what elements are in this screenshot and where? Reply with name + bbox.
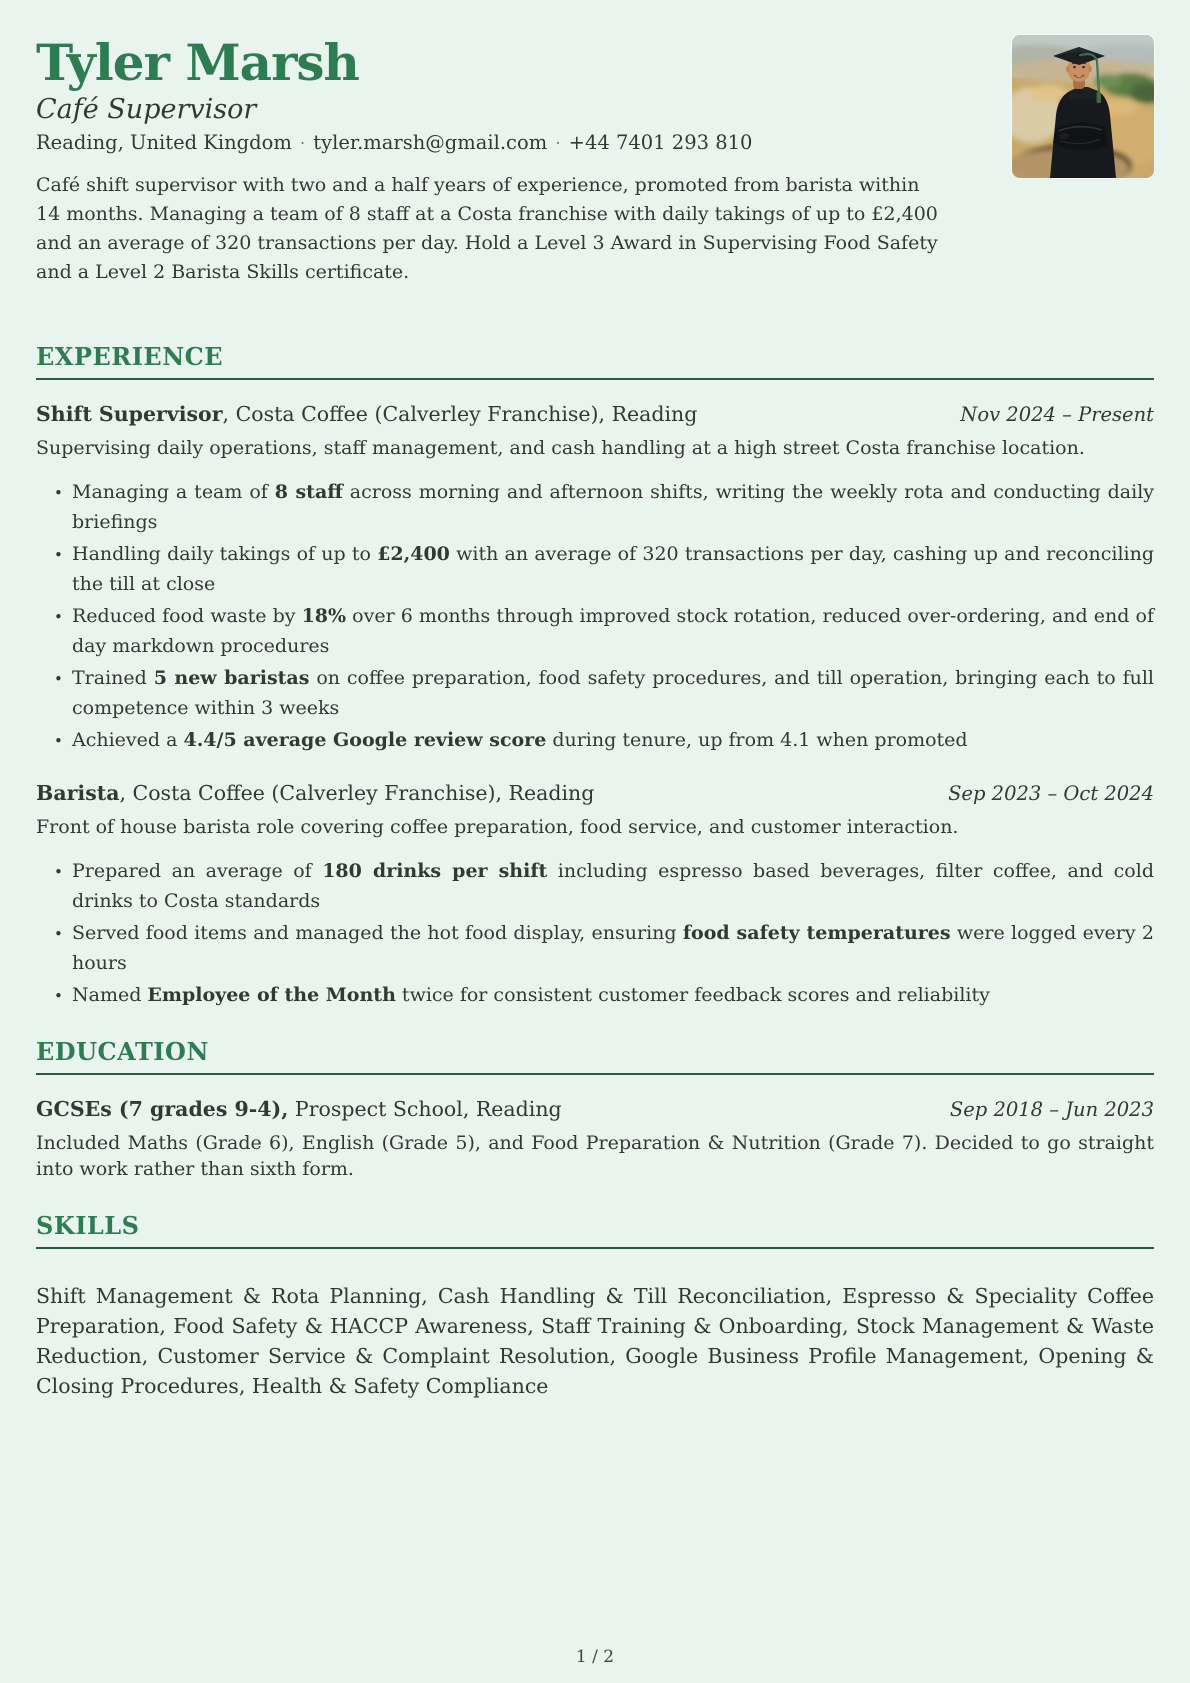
- job-bullets: [36, 856, 1154, 1010]
- profile-photo: [1012, 35, 1154, 178]
- bullet-text: [72, 984, 990, 1006]
- bold-text: food safety temperatures: [682, 922, 951, 945]
- bullet-text: [72, 729, 968, 751]
- plain-text: on coffee preparation, food safety procedures, and till operation, bringing each to full competence within 3 weeks: [72, 667, 1154, 720]
- bullet-text: [72, 481, 1154, 533]
- skills-section: [36, 1212, 1154, 1401]
- bullet-marker: •: [54, 732, 63, 751]
- job-head-row: [36, 781, 1154, 806]
- plain-text: twice for consistent customer feedback scores and reliability: [395, 984, 990, 1007]
- plain-text: Achieved a: [72, 729, 184, 752]
- education-entries: [36, 1097, 1154, 1182]
- job-role: Barista: [36, 781, 120, 806]
- experience-entries: [36, 402, 1154, 1010]
- education-institution: Prospect School, Reading: [288, 1097, 562, 1122]
- job-role: Shift Supervisor: [36, 402, 223, 427]
- education-title-line: [36, 1097, 562, 1122]
- plain-text: Reduced food waste by: [72, 605, 302, 628]
- bullet-marker: •: [54, 484, 63, 503]
- job-company: , Costa Coffee (Calverley Franchise), Reading: [119, 781, 595, 806]
- plain-text: Served food items and managed the hot food display, ensuring: [72, 922, 683, 945]
- plain-text: Prepared an average of: [72, 860, 323, 883]
- bold-text: Employee of the Month: [147, 984, 396, 1007]
- bullet-marker: •: [54, 670, 63, 689]
- bullet-text: [72, 543, 1154, 595]
- candidate-title: Café Supervisor: [36, 94, 257, 125]
- bullet-item: [36, 918, 1154, 978]
- experience-section: [36, 343, 1154, 1010]
- plain-text: Managing a team of: [72, 481, 275, 504]
- education-head-row: [36, 1097, 1154, 1122]
- plain-text: across morning and afternoon shifts, writing the weekly rota and conducting daily briefings: [72, 481, 1155, 534]
- job-entry: [36, 781, 1154, 1010]
- contact-line: [36, 131, 1154, 156]
- bold-text: 4.4/5 average Google review score: [183, 729, 547, 752]
- skills-heading: SKILLS: [36, 1212, 1154, 1249]
- page-footer: [0, 1647, 1190, 1667]
- job-dates: Sep 2023 – Oct 2024: [948, 782, 1154, 806]
- bold-text: 18%: [301, 605, 347, 628]
- bullet-marker: •: [54, 546, 63, 565]
- skills-paragraph: Shift Management & Rota Planning, Cash Handling & Till Reconciliation, Espresso & Speciality Coffee Preparation, Food Safety & HACCP Awareness, Staff Training & Onboarding, Stock Management & Waste Reduction, Customer Service & Complaint Resolution, Google Business Profile Management, Opening & Closing Procedures, Health & Safety Compliance: [36, 1284, 1154, 1399]
- contact-separator: ·: [555, 134, 561, 155]
- bullet-marker: •: [54, 608, 63, 627]
- plain-text: Handling daily takings of up to: [72, 543, 378, 566]
- plain-text: Trained: [72, 667, 154, 690]
- job-title-line: [36, 402, 697, 427]
- contact-phone: +44 7401 293 810: [568, 131, 753, 155]
- bold-text: 180 drinks per shift: [322, 860, 548, 883]
- bullet-marker: •: [54, 987, 63, 1006]
- page-number: 1 / 2: [575, 1647, 615, 1667]
- job-description: Front of house barista role covering coffee preparation, food service, and customer interaction.: [36, 816, 959, 839]
- bullet-text: [72, 922, 1154, 974]
- plain-text: including espresso based beverages, filter coffee, and cold drinks to Costa standards: [72, 860, 1154, 913]
- bullet-item: [36, 980, 1154, 1010]
- job-entry: [36, 402, 1154, 755]
- bullet-marker: •: [54, 863, 63, 882]
- plain-text: over 6 months through improved stock rotation, reduced over-ordering, and end of day markdown procedures: [72, 605, 1154, 658]
- bullet-marker: •: [54, 925, 63, 944]
- bullet-item: [36, 725, 1154, 755]
- job-title-line: [36, 781, 594, 806]
- contact-location: Reading, United Kingdom: [36, 131, 292, 155]
- bullet-item: [36, 663, 1154, 723]
- contact-email: tyler.marsh@gmail.com: [313, 131, 548, 155]
- bold-text: 8 staff: [274, 481, 343, 504]
- bullet-item: [36, 856, 1154, 916]
- bold-text: 5 new baristas: [153, 667, 310, 690]
- bullet-text: [72, 605, 1154, 657]
- job-head-row: [36, 402, 1154, 427]
- job-description: Supervising daily operations, staff management, and cash handling at a high street Costa franchise location.: [36, 437, 1085, 460]
- graduation-photo-illustration: [1012, 35, 1154, 178]
- experience-heading: EXPERIENCE: [36, 343, 1154, 380]
- education-heading: EDUCATION: [36, 1038, 1154, 1075]
- education-description: Included Maths (Grade 6), English (Grade 5), and Food Preparation & Nutrition (Grade 7). Decided to go straight into work rather than sixth form.: [36, 1132, 1154, 1181]
- bullet-item: [36, 601, 1154, 661]
- job-dates: Nov 2024 – Present: [960, 403, 1154, 427]
- bullet-item: [36, 539, 1154, 599]
- job-company: , Costa Coffee (Calverley Franchise), Reading: [222, 402, 698, 427]
- plain-text: during tenure, up from 4.1 when promoted: [546, 729, 968, 752]
- bullet-text: [72, 860, 1154, 912]
- education-section: [36, 1038, 1154, 1182]
- job-bullets: [36, 477, 1154, 755]
- education-qualification: GCSEs (7 grades 9-4),: [36, 1097, 289, 1122]
- contact-separator: ·: [299, 134, 306, 155]
- bullet-item: [36, 477, 1154, 537]
- bold-text: £2,400: [377, 543, 450, 566]
- plain-text: were logged every 2 hours: [72, 922, 1155, 975]
- candidate-name: Tyler Marsh: [36, 33, 359, 92]
- plain-text: with an average of 320 transactions per day, cashing up and reconciling the till at close: [72, 543, 1154, 596]
- bullet-text: [72, 667, 1154, 719]
- education-entry: [36, 1097, 1154, 1182]
- education-dates: Sep 2018 – Jun 2023: [949, 1098, 1154, 1122]
- resume-header: [36, 33, 1154, 287]
- plain-text: Named: [72, 984, 148, 1007]
- summary-paragraph: Café shift supervisor with two and a half years of experience, promoted from barista within 14 months. Managing a team of 8 staff at a Costa franchise with daily takings of up to £2,400 and an average of 320 transactions per day. Hold a Level 3 Award in Supervising Food Safety and a Level 2 Barista Skills certificate.: [36, 174, 938, 284]
